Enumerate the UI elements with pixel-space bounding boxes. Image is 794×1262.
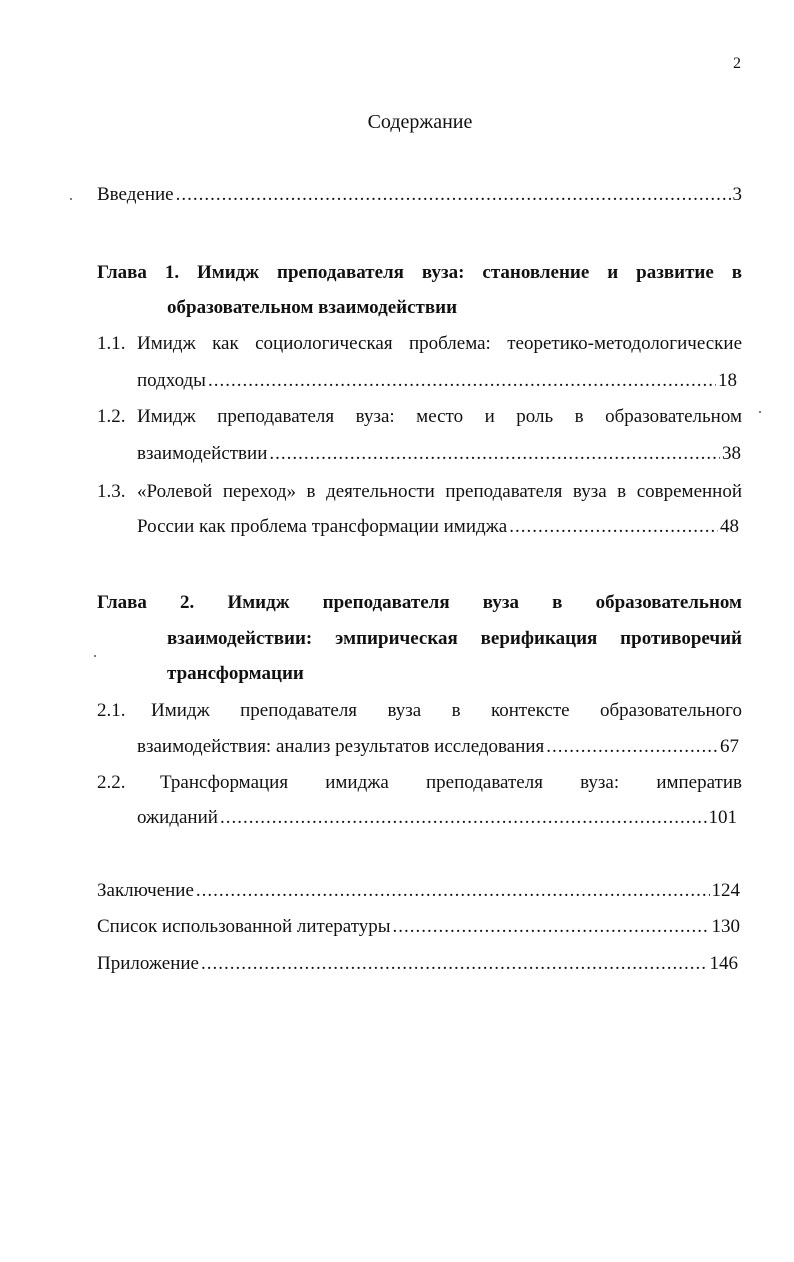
section-title-line1: Имидж преподавателя вуза: место и роль в образовательном xyxy=(137,406,742,427)
scan-speck xyxy=(94,655,96,657)
section-entry-2-1 xyxy=(137,736,739,758)
dot-leader xyxy=(201,953,708,975)
toc-entry-page: 3 xyxy=(732,184,742,205)
scan-speck xyxy=(759,411,761,413)
toc-entry-references xyxy=(97,916,740,938)
dot-leader xyxy=(208,370,716,392)
section-title-line1: Трансформация имиджа преподавателя вуза: императив xyxy=(160,772,742,793)
section-page: 18 xyxy=(718,370,737,391)
section-entry-1-1 xyxy=(137,370,737,392)
dot-leader xyxy=(509,516,718,538)
toc-entry-label: Список использованной литературы xyxy=(97,916,391,937)
chapter1-heading-line2: образовательном взаимодействии xyxy=(167,297,458,318)
section-title-line1: «Ролевой переход» в деятельности преподавателя вуза в современной xyxy=(137,481,742,502)
toc-entry-label: Введение xyxy=(97,184,174,205)
dot-leader xyxy=(196,880,710,902)
section-number: 2.2. xyxy=(97,772,126,793)
section-page: 38 xyxy=(722,443,741,464)
scan-speck xyxy=(70,198,72,200)
section-number: 1.3. xyxy=(97,481,126,502)
toc-entry-page: 146 xyxy=(709,953,738,974)
toc-entry-label: Приложение xyxy=(97,953,199,974)
dot-leader xyxy=(269,443,720,465)
toc-entry-page: 124 xyxy=(711,880,740,901)
section-page: 101 xyxy=(708,807,737,828)
page-number: 2 xyxy=(733,55,741,72)
section-entry-1-3 xyxy=(137,516,739,538)
dot-leader xyxy=(176,184,731,206)
dot-leader xyxy=(546,736,718,758)
section-title-line2: ожиданий xyxy=(137,807,218,828)
section-entry-1-2 xyxy=(137,443,741,465)
section-entry-2-2 xyxy=(137,807,737,829)
chapter2-heading-line1: Глава 2. Имидж преподавателя вуза в образовательном xyxy=(97,592,742,613)
section-number: 2.1. xyxy=(97,700,126,721)
chapter1-heading-line1: Глава 1. Имидж преподавателя вуза: становление и развитие в xyxy=(97,262,742,283)
dot-leader xyxy=(393,916,710,938)
chapter2-heading-line3: трансформации xyxy=(167,663,304,684)
page-title: Содержание xyxy=(367,111,473,133)
section-title-line2: подходы xyxy=(137,370,206,391)
toc-entry-intro xyxy=(97,184,742,206)
section-title-line2: России как проблема трансформации имиджа xyxy=(137,516,508,537)
toc-entry-label: Заключение xyxy=(97,880,194,901)
section-page: 67 xyxy=(720,736,739,757)
section-title-line2: взаимодействия: анализ результатов исследования xyxy=(137,736,545,757)
section-title-line1: Имидж преподавателя вуза в контексте образовательного xyxy=(151,700,742,721)
section-number: 1.2. xyxy=(97,406,126,427)
section-title-line2: взаимодействии xyxy=(137,443,268,464)
toc-entry-appendix xyxy=(97,953,738,975)
section-number: 1.1. xyxy=(97,333,126,354)
section-title-line1: Имидж как социологическая проблема: теоретико-методологические xyxy=(137,333,742,354)
section-page: 48 xyxy=(720,516,739,537)
toc-entry-page: 130 xyxy=(711,916,740,937)
toc-entry-conclusion xyxy=(97,880,740,902)
chapter2-heading-line2: взаимодействии: эмпирическая верификация противоречий xyxy=(167,628,742,649)
dot-leader xyxy=(220,807,707,829)
